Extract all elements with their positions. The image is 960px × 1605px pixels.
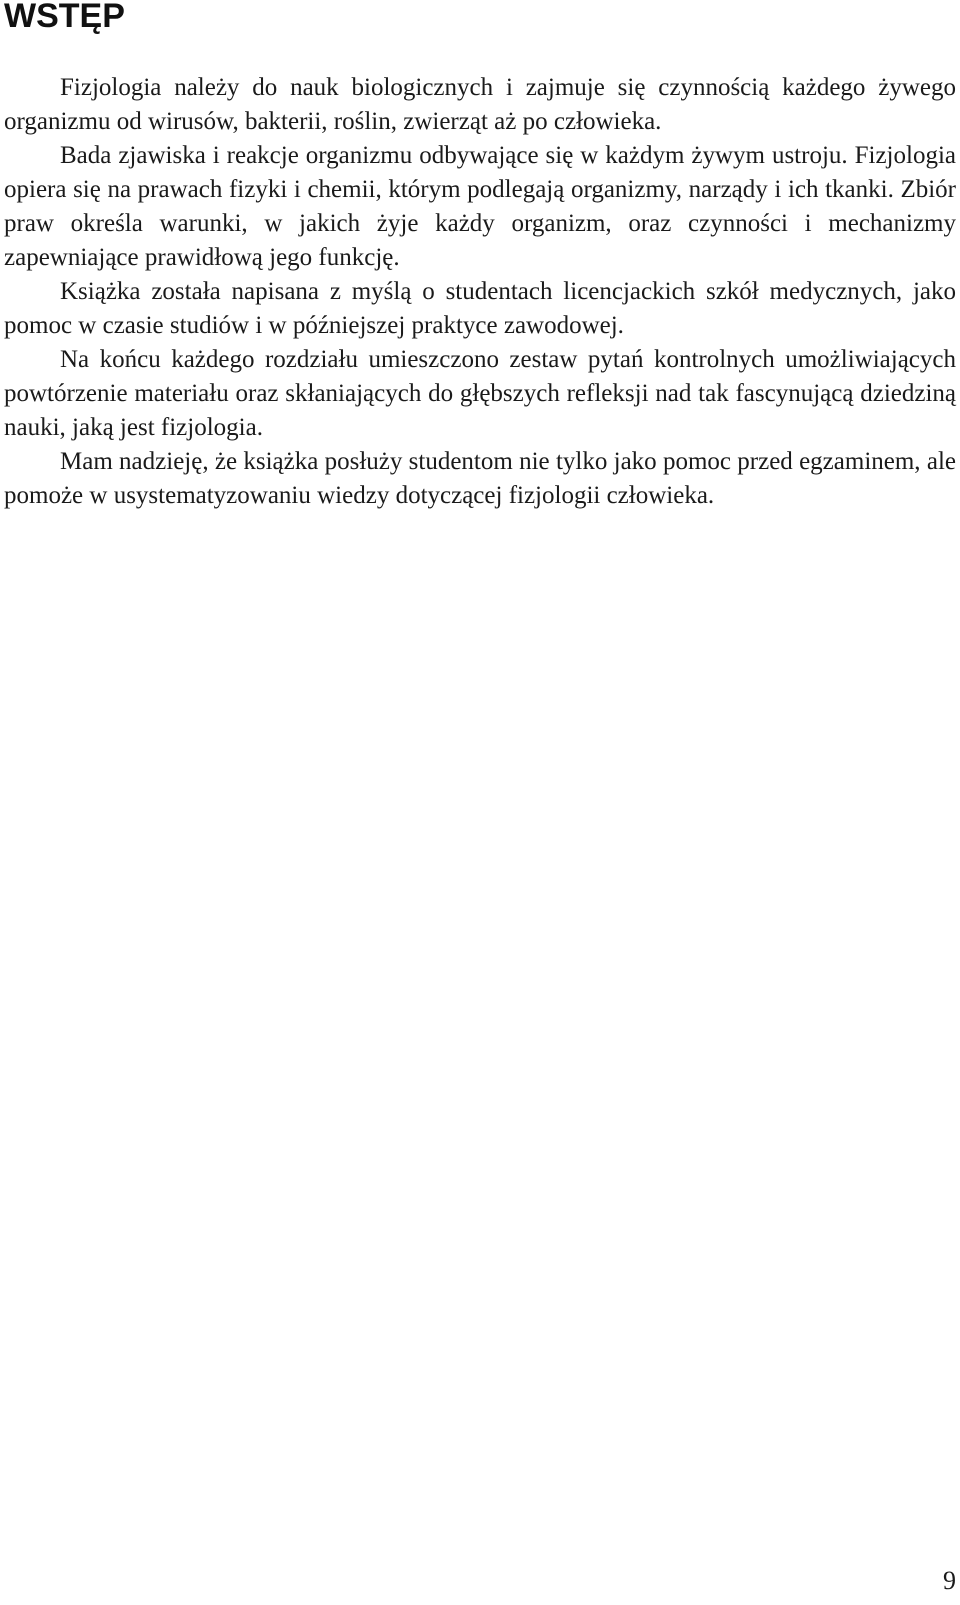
body-text xyxy=(4,71,956,513)
page-title: WSTĘP xyxy=(4,0,125,35)
paragraph: Książka została napisana z myślą o studentach licencjackich szkół medycznych, jako pomoc w czasie studiów i w późniejszej praktyce zawodowej. xyxy=(4,278,956,339)
paragraph: Fizjologia należy do nauk biologicznych i zajmuje się czynnością każdego żywego organizmu od wirusów, bakterii, roślin, zwierząt aż po człowieka. xyxy=(4,74,956,135)
page-number: 9 xyxy=(943,1566,956,1595)
paragraph: Na końcu każdego rozdziału umieszczono zestaw pytań kontrolnych umożliwiających powtórzenie materiału oraz skłaniających do głębszych refleksji nad tak fascynującą dziedziną nauki, jaką jest fizjologia. xyxy=(4,346,956,441)
paragraph: Bada zjawiska i reakcje organizmu odbywające się w każdym żywym ustroju. Fizjologia opiera się na prawach fizyki i chemii, którym podlegają organizmy, narządy i ich tkanki. Zbiór praw określa warunki, w jakich żyje każdy organizm, oraz czynności i mechanizmy zapewniające prawidłową jego funkcję. xyxy=(4,142,956,271)
paragraph: Mam nadzieję, że książka posłuży studentom nie tylko jako pomoc przed egzaminem, ale pomoże w usystematyzowaniu wiedzy dotyczącej fizjologii człowieka. xyxy=(4,448,956,509)
